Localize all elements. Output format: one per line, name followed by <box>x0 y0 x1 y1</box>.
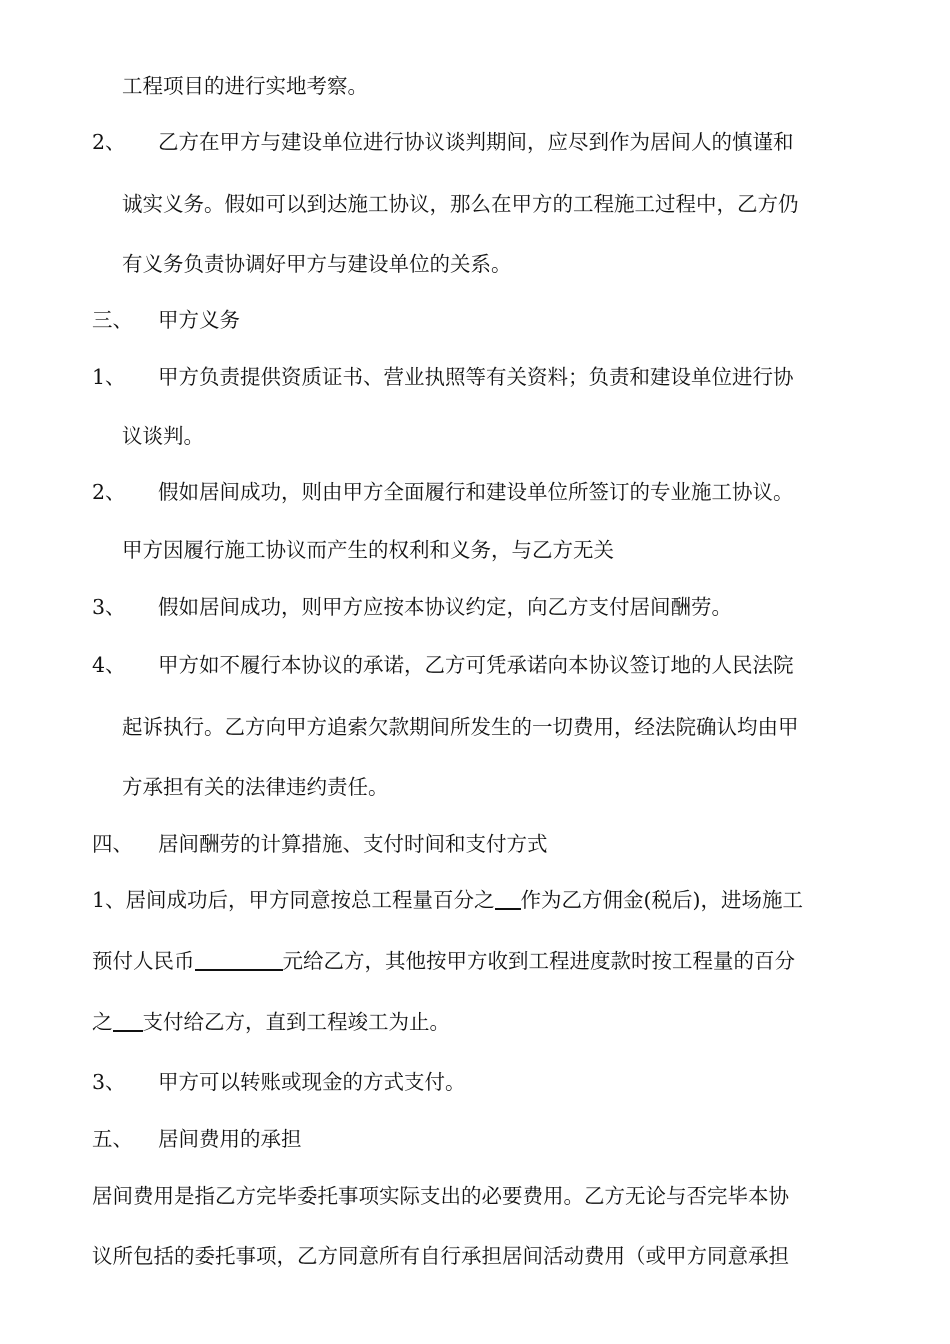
payment-clause-text <box>92 880 803 920</box>
clause-line <box>0 587 950 627</box>
clause-text: 甲方因履行施工协议而产生的权利和义务，与乙方无关 <box>122 538 614 562</box>
clause-number: 2、 <box>92 130 126 154</box>
clause-text: 诚实义务。假如可以到达施工协议，那么在甲方的工程施工过程中，乙方仍 <box>122 192 799 216</box>
section-number: 三、 <box>92 308 133 332</box>
clause-text: 甲方负责提供资质证书、营业执照等有关资料；负责和建设单位进行协 <box>158 365 794 389</box>
payment-clause-text <box>92 1002 450 1042</box>
clause-text: 假如居间成功，则甲方应按本协议约定，向乙方支付居间酬劳。 <box>158 595 732 619</box>
clause-line <box>0 357 950 397</box>
progress-percentage-blank-field[interactable] <box>113 1004 143 1032</box>
clause-number: 3、 <box>92 595 126 619</box>
paragraph-line <box>0 1236 950 1276</box>
section-title: 居间费用的承担 <box>158 1127 302 1151</box>
payment-text-part: 元给乙方，其他按甲方收到工程进度款时按工程量的百分 <box>282 949 795 973</box>
paragraph-text: 议所包括的委托事项，乙方同意所有自行承担居间活动费用（或甲方同意承担 <box>92 1244 789 1268</box>
payment-text-part: 预付人民币 <box>92 949 195 973</box>
clause-text: 甲方如不履行本协议的承诺，乙方可凭承诺向本协议签订地的人民法院 <box>158 653 794 677</box>
section-number: 四、 <box>92 832 133 856</box>
clause-text: 乙方在甲方与建设单位进行协议谈判期间，应尽到作为居间人的慎谨和 <box>158 130 794 154</box>
section-heading <box>0 824 950 864</box>
prepayment-amount-blank-field[interactable] <box>195 943 283 971</box>
clause-text: 方承担有关的法律违约责任。 <box>122 775 389 799</box>
payment-clause-line-3 <box>0 1002 950 1042</box>
section-heading <box>0 1119 950 1159</box>
section-number: 五、 <box>92 1127 133 1151</box>
clause-text: 工程项目的进行实地考察。 <box>122 74 368 98</box>
clause-text: 起诉执行。乙方向甲方追索欠款期间所发生的一切费用，经法院确认均由甲 <box>122 715 799 739</box>
payment-text-part: 1、居间成功后，甲方同意按总工程量百分之 <box>92 888 495 912</box>
clause-continuation-line <box>0 244 950 284</box>
clause-line <box>0 472 950 512</box>
clause-line <box>0 122 950 162</box>
clause-number: 1、 <box>92 365 126 389</box>
clause-text: 有义务负责协调好甲方与建设单位的关系。 <box>122 252 512 276</box>
clause-text: 假如居间成功，则由甲方全面履行和建设单位所签订的专业施工协议。 <box>158 480 794 504</box>
clause-text: 议谈判。 <box>122 424 204 448</box>
clause-line <box>0 645 950 685</box>
payment-clause-line-1 <box>0 880 950 920</box>
section-title: 甲方义务 <box>158 308 240 332</box>
section-title: 居间酬劳的计算措施、支付时间和支付方式 <box>158 832 548 856</box>
paragraph-text: 居间费用是指乙方完毕委托事项实际支出的必要费用。乙方无论与否完毕本协 <box>92 1184 789 1208</box>
payment-clause-line-2 <box>0 941 950 981</box>
clause-number: 3、 <box>92 1070 126 1094</box>
clause-number: 2、 <box>92 480 126 504</box>
paragraph-line <box>0 1176 950 1216</box>
payment-text-part: 支付给乙方，直到工程竣工为止。 <box>142 1010 450 1034</box>
payment-text-part: 作为乙方佣金(税后)，进场施工 <box>520 888 804 912</box>
clause-continuation-line <box>0 66 950 106</box>
clause-continuation-line <box>0 530 950 570</box>
clause-continuation-line <box>0 767 950 807</box>
clause-number: 4、 <box>92 653 126 677</box>
clause-continuation-line <box>0 707 950 747</box>
clause-text: 甲方可以转账或现金的方式支付。 <box>158 1070 466 1094</box>
payment-text-part: 之 <box>92 1010 113 1034</box>
clause-line <box>0 1062 950 1102</box>
percentage-blank-field[interactable] <box>495 882 521 910</box>
clause-continuation-line <box>0 416 950 456</box>
clause-continuation-line <box>0 184 950 224</box>
section-heading <box>0 300 950 340</box>
payment-clause-text <box>92 941 795 981</box>
